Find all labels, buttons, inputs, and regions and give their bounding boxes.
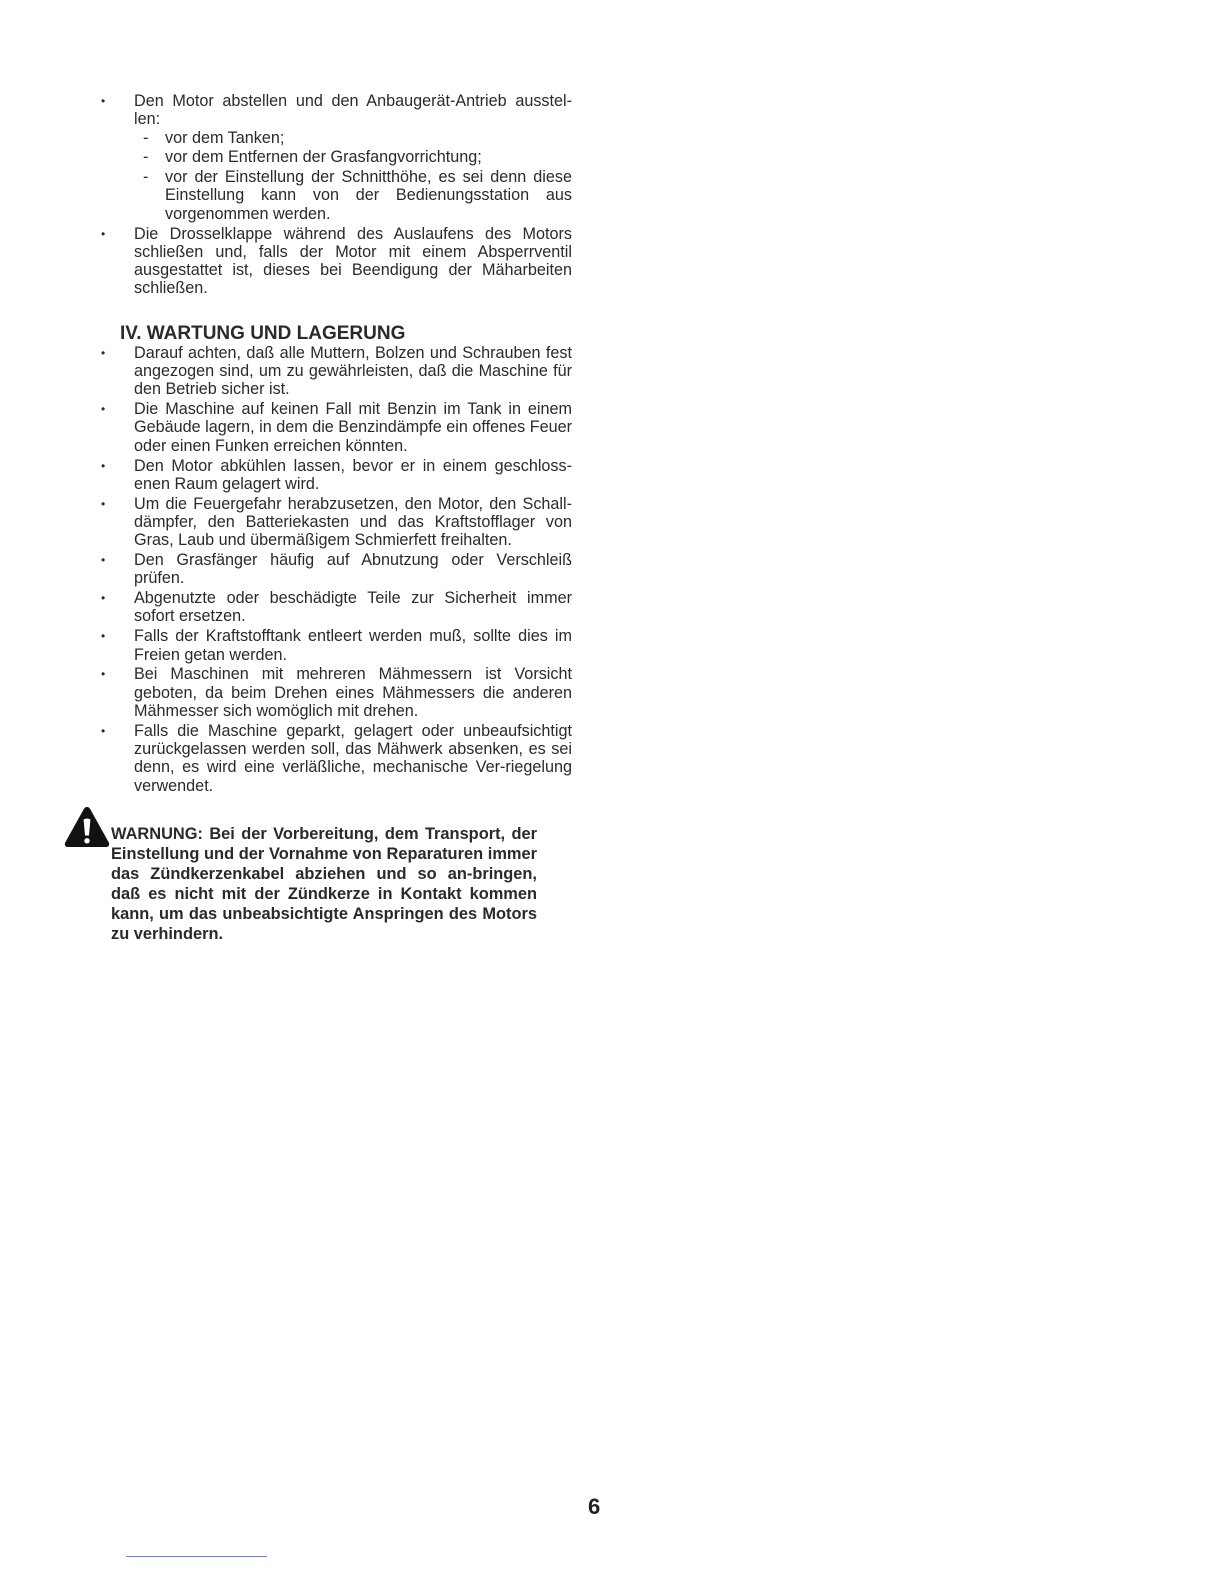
list-item-text: Den Motor abstellen und den Anbaugerät-Antrieb ausstel-len: <box>134 92 572 129</box>
sub-list <box>134 129 572 223</box>
top-bullet-list <box>100 92 572 298</box>
list-item: • Um die Feuergefahr herabzusetzen, den Motor, den Schall-dämpfer, den Batteriekasten und das Kraftstofflager von Gras, Laub und übermäßigem Schmierfett freihalten. <box>100 495 572 550</box>
list-item <box>100 92 572 223</box>
warning-text: WARNUNG: Bei der Vorbereitung, dem Transport, der Einstellung und der Vornahme von Reparaturen immer das Zündkerzenkabel abziehen und so an-bringen, daß es nicht mit der Zündkerze in Kontakt kommen kann, um das unbeabsichtigte Anspringen des Motors zu verhindern. <box>111 825 537 943</box>
list-item: • Falls der Kraftstofftank entleert werden muß, sollte dies im Freien getan werden. <box>100 627 572 664</box>
list-item: • Die Drosselklappe während des Auslaufens des Motors schließen und, falls der Motor mit einem Absperrventil ausgestattet ist, dieses bei Beendigung der Mäharbeiten schließen. <box>100 225 572 298</box>
sub-list-item: - vor dem Entfernen der Grasfangvorrichtung; <box>134 148 572 166</box>
list-item: • Den Motor abkühlen lassen, bevor er in einem geschloss-enen Raum gelagert wird. <box>100 457 572 494</box>
sub-list-item: - vor dem Tanken; <box>134 129 572 147</box>
main-column <box>100 92 572 796</box>
footer-divider <box>126 1556 267 1557</box>
list-item: • Darauf achten, daß alle Muttern, Bolzen und Schrauben fest angezogen sind, um zu gewährleisten, daß die Maschine für den Betrieb sicher ist. <box>100 344 572 399</box>
list-item: • Falls die Maschine geparkt, gelagert oder unbeaufsichtigt zurückgelassen werden soll, das Mähwerk absenken, es sei denn, es wird eine verläßliche, mechanische Ver-riegelung verwendet. <box>100 722 572 795</box>
maintenance-bullet-list <box>100 344 572 795</box>
section-heading: IV. WARTUNG UND LAGERUNG <box>120 322 406 344</box>
sub-list-item: - vor der Einstellung der Schnitthöhe, es sei denn diese Einstellung kann von der Bedienungsstation aus vorgenommen werden. <box>134 168 572 223</box>
list-item: • Abgenutzte oder beschädigte Teile zur Sicherheit immer sofort ersetzen. <box>100 589 572 626</box>
list-item: • Die Maschine auf keinen Fall mit Benzin im Tank in einem Gebäude lagern, in dem die Benzindämpfe ein offenes Feuer oder einen Funken erreichen könnten. <box>100 400 572 455</box>
list-item: • Bei Maschinen mit mehreren Mähmessern ist Vorsicht geboten, da beim Drehen eines Mähmessers die anderen Mähmesser sich womöglich mit drehen. <box>100 665 572 720</box>
list-item: • Den Grasfänger häufig auf Abnutzung oder Verschleiß prüfen. <box>100 551 572 588</box>
warning-triangle-icon <box>64 806 110 848</box>
page-number: 6 <box>588 1494 601 1519</box>
